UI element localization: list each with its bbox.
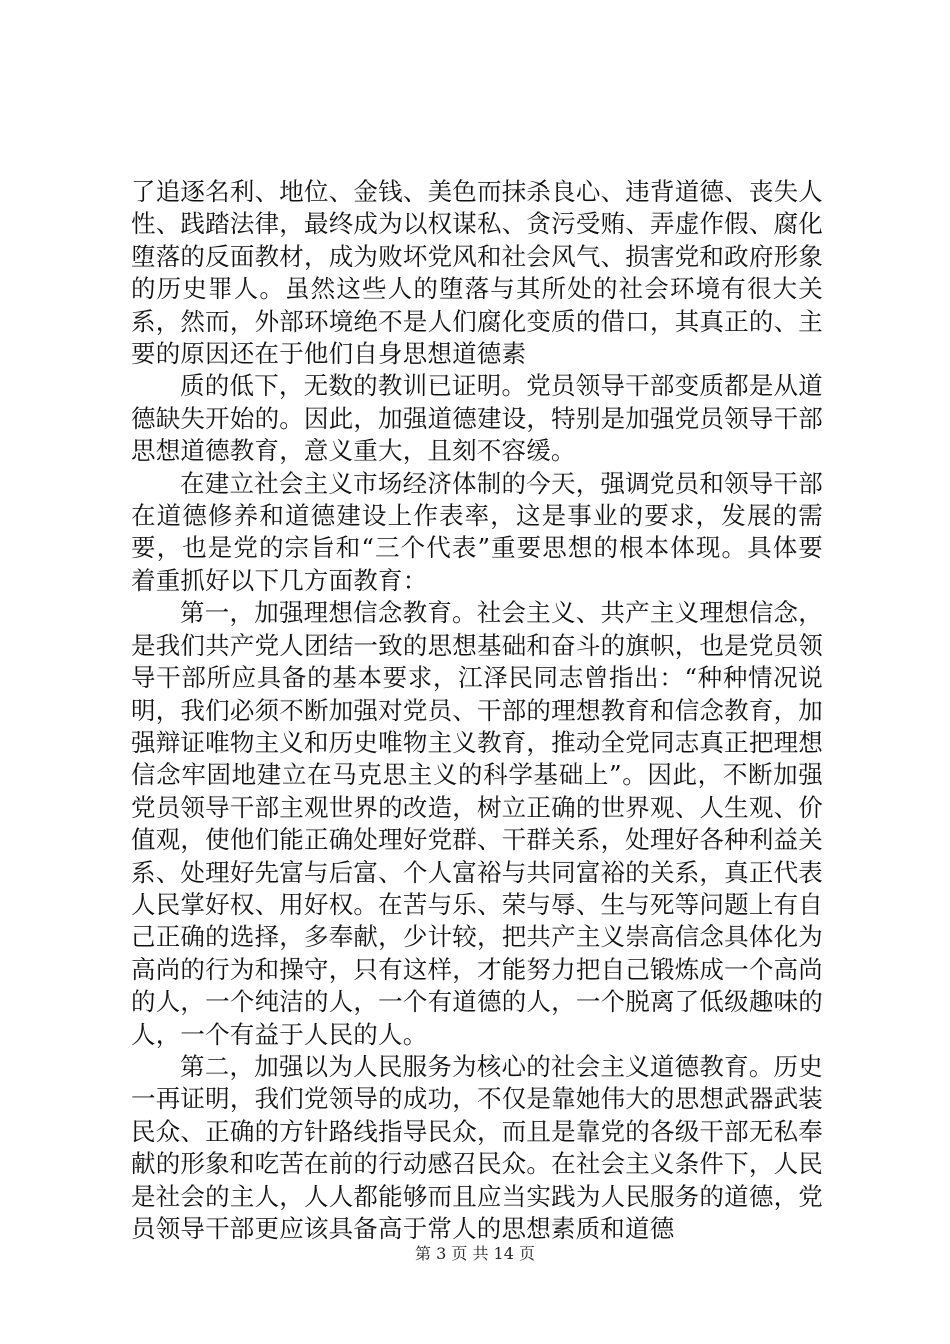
page-number-footer: 第 3 页 共 14 页 xyxy=(415,1244,535,1263)
paragraph-3: 在建立社会主义市场经济体制的今天，强调党员和领导干部在道德修养和道德建设上作表率，这是事业的要求，发展的需要，也是党的宗旨和“三个代表”重要思想的根本体现。具体要着重抓好以下几方面教育： xyxy=(131,468,823,595)
paragraph-1: 了追逐名利、地位、金钱、美色而抹杀良心、违背道德、丧失人性、践踏法律，最终成为以权谋私、贪污受贿、弄虚作假、腐化堕落的反面教材，成为败坏党风和社会风气、损害党和政府形象的历史罪人。虽然这些人的堕落与其所处的社会环境有很大关系，然而，外部环境绝不是人们腐化变质的借口，其真正的、主要的原因还在于他们自身思想道德素 xyxy=(131,177,823,369)
document-body xyxy=(131,176,823,1245)
paragraph-4: 第一，加强理想信念教育。社会主义、共产主义理想信念，是我们共产党人团结一致的思想基础和奋斗的旗帜，也是党员领导干部所应具备的基本要求，江泽民同志曾指出：“种种情况说明，我们必须不断加强对党员、干部的理想教育和信念教育，加强辩证唯物主义和历史唯物主义教育，推动全党同志真正把理想信念牢固地建立在马克思主义的科学基础上”。因此，不断加强党员领导干部主观世界的改造，树立正确的世界观、人生观、价值观，使他们能正确处理好党群、干群关系，处理好各种利益关系、处理好先富与后富、个人富裕与共同富裕的关系，真正代表人民掌好权、用好权。在苦与乐、荣与辱、生与死等问题上有自己正确的选择，多奉献，少计较，把共产主义崇高信念具体化为高尚的行为和操守，只有这样，才能努力把自己锻炼成一个高尚的人，一个纯洁的人，一个有道德的人，一个脱离了低级趣味的人，一个有益于人民的人。 xyxy=(131,598,823,1049)
paragraph-2: 质的低下，无数的教训已证明。党员领导干部变质都是从道德缺失开始的。因此，加强道德建设，特别是加强党员领导干部思想道德教育，意义重大，且刻不容缓。 xyxy=(131,371,823,466)
paragraph-5: 第二，加强以为人民服务为核心的社会主义道德教育。历史一再证明，我们党领导的成功，不仅是靠她伟大的思想武器武装民众、正确的方针路线指导民众，而且是靠党的各级干部无私奉献的形象和吃苦在前的行动感召民众。在社会主义条件下，人民是社会的主人，人人都能够而且应当实践为人民服务的道德，党员领导干部更应该具备高于常人的思想素质和道德 xyxy=(131,1051,823,1243)
